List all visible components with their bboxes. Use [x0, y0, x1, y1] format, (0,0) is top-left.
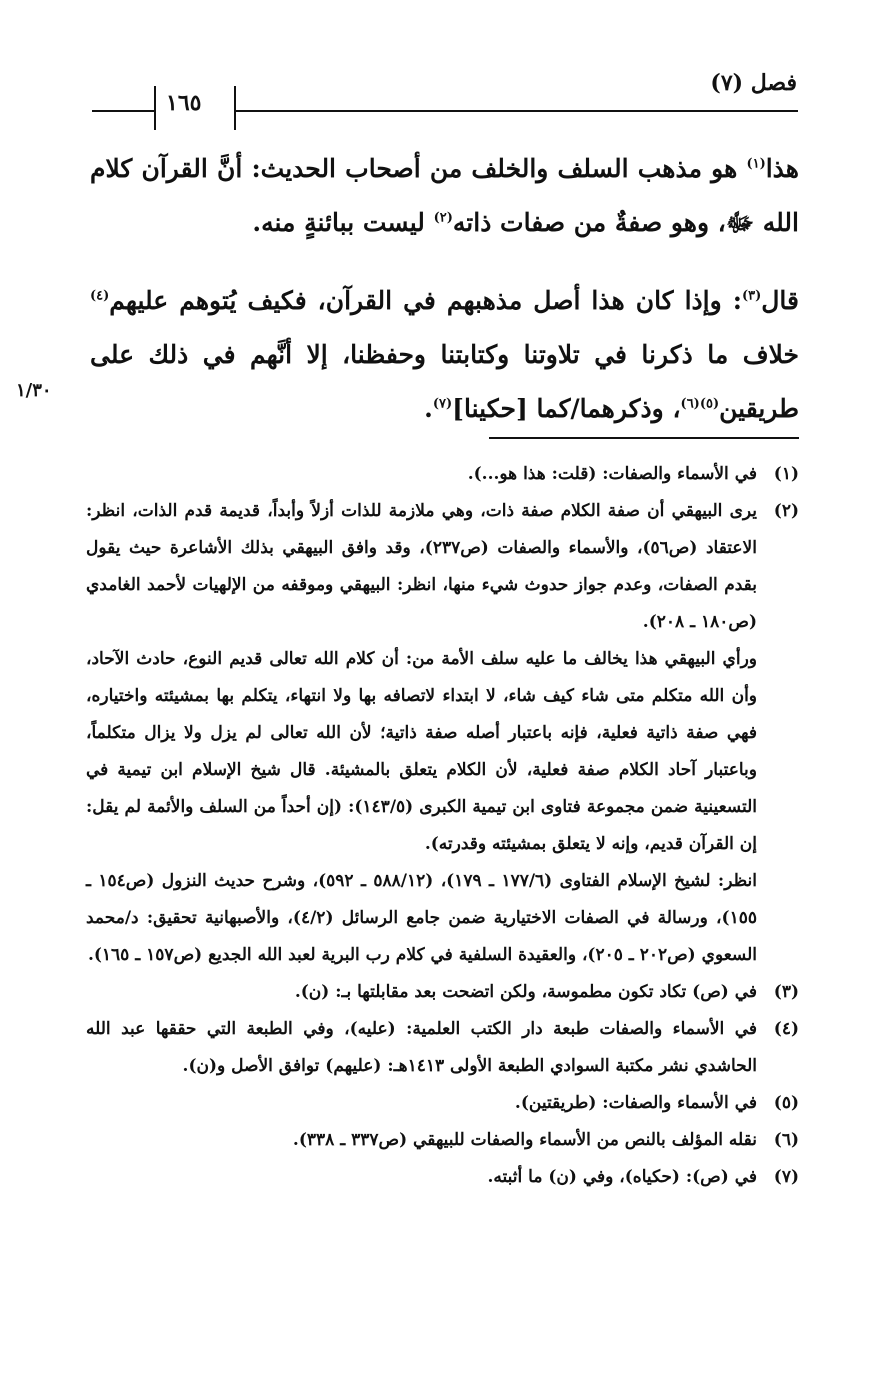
footnote-5	[86, 1085, 799, 1122]
section-title: فصل (٧)	[710, 70, 797, 96]
page-number: ١٦٥	[166, 90, 202, 116]
footnote-text: في الأسماء والصفات طبعة دار الكتب العلمية: (عليه)، وفي الطبعة التي حققها عبد الله الحاشدي نشر مكتبة السوادي الطبعة الأولى ١٤١٣هـ: (عليهم) توافق الأصل و(ن).	[86, 1019, 757, 1076]
text-run: : وإذا كان هذا أصل مذهبهم في القرآن، فكيف يُتوهم عليهم	[109, 286, 742, 315]
footnote-separator	[489, 437, 799, 439]
footnote-ref[interactable]: (٤)	[90, 288, 110, 304]
footnote-number: (٢)	[773, 501, 799, 521]
footnote-ref[interactable]: (٢)	[433, 210, 453, 226]
footnote-3	[86, 974, 799, 1011]
footnote-text: ورأي البيهقي هذا يخالف ما عليه سلف الأمة من: أن كلام الله تعالى قديم النوع، حادث الآحاد، وأن الله متكلم متى شاء كيف شاء، لا ابتداء لاتصافه بها ولا انتهاء، يتكلم بها بمشيئته واختياره، فهي صفة ذاتية فعلية، فإنه باعتبار أصله صفة ذاتية؛ لأن الله تعالى لم يزل ولا يزال متكلماً، وباعتبار آحاد الكلام صفة فعلية، لأن الكلام يتعلق بالمشيئة. قال شيخ الإسلام ابن تيمية في التسعينية ضمن مجموعة فتاوى ابن تيمية الكبرى (١٤٣/٥): (إن أحداً من السلف والأئمة لم يقل: إن القرآن قديم، وإنه لا يتعلق بمشيئته وقدرته).	[86, 649, 757, 854]
footnote-number: (١)	[773, 464, 799, 484]
footnote-text: في (ص): (حكياه)، وفي (ن) ما أثبته.	[487, 1167, 757, 1187]
header-rule-left	[92, 110, 154, 112]
header-rule-right	[236, 110, 798, 112]
footnote-2	[86, 493, 799, 974]
header-tick-left	[154, 86, 156, 130]
footnote-ref[interactable]: (٥)(٦)	[680, 396, 720, 412]
text-run: هو مذهب السلف والخلف من أصحاب الحديث: أنَّ القرآن كلام الله ﷻ، وهو صفةٌ من صفات ذاته	[90, 154, 799, 237]
text-run: ليست ببائنةٍ منه.	[252, 208, 434, 237]
footnote-number: (٧)	[773, 1167, 799, 1187]
footnote-number: (٥)	[773, 1093, 799, 1113]
footnote-number: (٣)	[773, 982, 799, 1002]
text-run: .	[424, 394, 433, 423]
footnote-ref[interactable]: (٣)	[741, 288, 762, 304]
text-run: قال	[761, 286, 799, 315]
footnote-text: في الأسماء والصفات: (طريقتين).	[514, 1093, 757, 1113]
footnote-7	[86, 1159, 799, 1196]
text-run: هذا	[765, 154, 799, 183]
footnote-number: (٤)	[773, 1019, 799, 1039]
footnote-6	[86, 1122, 799, 1159]
footnote-ref[interactable]: (١)	[746, 156, 766, 172]
footnote-text: يرى البيهقي أن صفة الكلام صفة ذات، وهي ملازمة للذات أزلاً وأبداً، قديمة قدم الذات، انظر: الاعتقاد (ص٥٦)، والأسماء والصفات (ص٢٣٧)، وقد وافق البيهقي بذلك الأشاعرة حيث يقول بقدم الصفات، وعدم جواز حدوث شيء منها، انظر: البيهقي وموقفه من الإلهيات لأحمد الغامدي (ص١٨٠ ـ ٢٠٨).	[86, 501, 757, 632]
text-run: ، وذكرهما/كما [حكينا]	[452, 394, 681, 423]
footnote-text: نقله المؤلف بالنص من الأسماء والصفات للبيهقي (ص٣٣٧ ـ ٣٣٨).	[292, 1130, 757, 1150]
footnote-text: انظر: لشيخ الإسلام الفتاوى (١٧٧/٦ ـ ١٧٩)، (٥٨٨/١٢ ـ ٥٩٢)، وشرح حديث النزول (ص١٥٤ ـ ١٥٥)، ورسالة في الصفات الاختيارية ضمن جامع الرسائل (٤/٢)، والأصبهانية تحقيق: د/محمد السعوي (ص٢٠٢ ـ ٢٠٥)، والعقيدة السلفية في كلام رب البرية لعبد الله الجديع (ص١٥٧ ـ ١٦٥).	[86, 871, 757, 965]
footnote-ref[interactable]: (٧)	[432, 396, 453, 412]
main-paragraph-1	[90, 142, 799, 250]
footnotes	[86, 456, 799, 1196]
margin-manuscript-folio: ١/٣٠	[16, 380, 52, 401]
main-paragraph-2	[90, 274, 799, 436]
header-tick-right	[234, 86, 236, 130]
footnote-text: في الأسماء والصفات: (قلت: هذا هو...).	[467, 464, 757, 484]
footnote-4	[86, 1011, 799, 1085]
footnote-number: (٦)	[773, 1130, 799, 1150]
text-run: خلاف ما ذكرنا في تلاوتنا وكتابتنا وحفظنا، إلا أنَّهم في ذلك على طريقين	[90, 340, 799, 423]
footnote-text: في (ص) تكاد تكون مطموسة، ولكن اتضحت بعد مقابلتها بـ: (ن).	[294, 982, 757, 1002]
footnote-1	[86, 456, 799, 493]
